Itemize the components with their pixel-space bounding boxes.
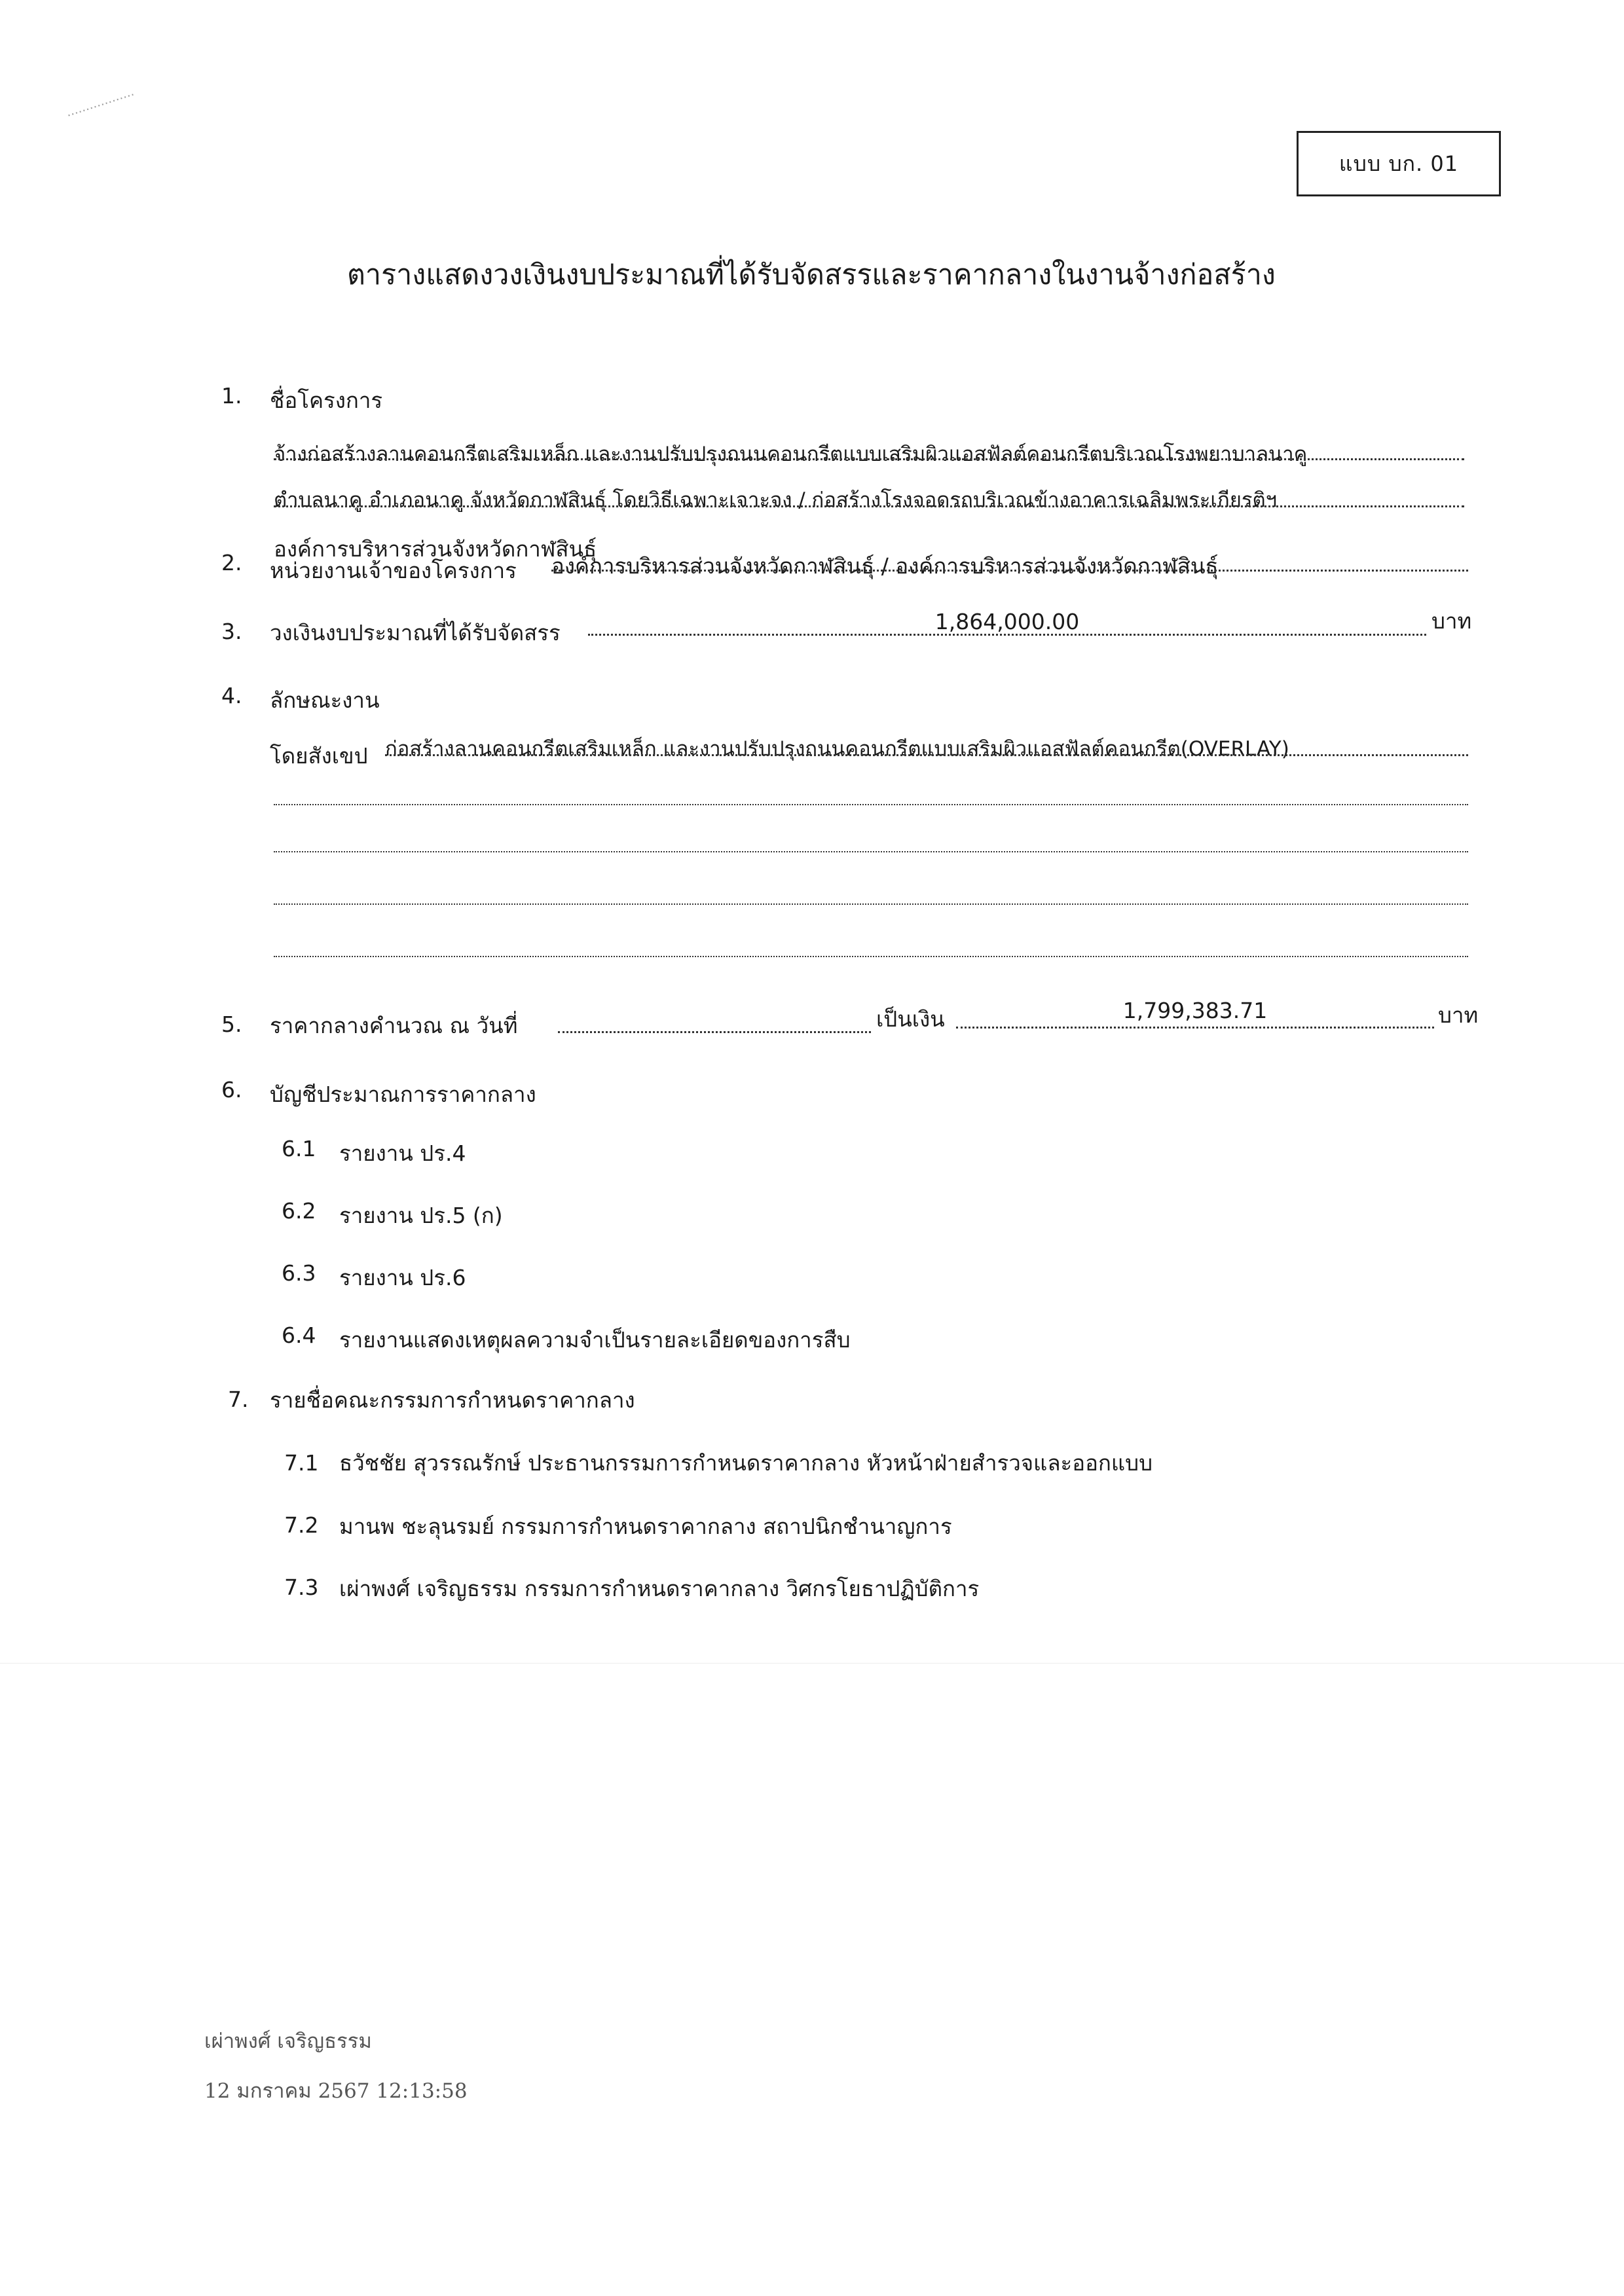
project-owner-value: องค์การบริหารส่วนจังหวัดกาฬสินธุ์ / องค์การบริหารส่วนจังหวัดกาฬสินธุ์: [551, 553, 1219, 579]
section-6-4-number: 6.4: [282, 1322, 316, 1348]
section-3-label: วงเงินงบประมาณที่ได้รับจัดสรร: [270, 620, 561, 646]
median-price-amount-label: เป็นเงิน: [876, 1006, 945, 1032]
committee-member-3-number: 7.3: [284, 1575, 319, 1600]
work-summary-blank-line-4: [274, 956, 1468, 957]
section-6-3-number: 6.3: [282, 1260, 316, 1286]
section-1-label: ชื่อโครงการ: [270, 388, 383, 413]
median-price-date-dots: [558, 1031, 871, 1033]
section-2-number: 2.: [221, 550, 242, 575]
scan-artifact: ⋯⋯⋯⋯⋯⋯: [65, 87, 137, 123]
footer-signer-name: เผ่าพงศ์ เจริญธรรม: [204, 2030, 372, 2053]
committee-member-1-number: 7.1: [284, 1450, 319, 1476]
committee-member-2-text: มานพ ชะลุนรมย์ กรรมการกำหนดราคากลาง สถาปนิกชำนาญการ: [339, 1514, 952, 1539]
median-price-amount-dots: [956, 1027, 1434, 1029]
section-1-number: 1.: [221, 383, 242, 409]
work-summary-value: ก่อสร้างลานคอนกรีตเสริมเหล็ก และงานปรับปรุงถนนคอนกรีตแบบเสริมผิวแอสฟัลต์คอนกรีต(OVERLAY): [385, 737, 1289, 761]
work-summary-label: โดยสังเขป: [270, 743, 368, 769]
project-name-line-1-dots: [274, 458, 1464, 460]
allocated-budget-value: 1,864,000.00: [934, 609, 1080, 634]
section-6-4-text: รายงานแสดงเหตุผลความจำเป็นรายละเอียดของการสืบ: [339, 1327, 851, 1353]
section-5-number: 5.: [221, 1011, 242, 1037]
allocated-budget-unit: บาท: [1431, 608, 1472, 634]
form-code-box: [1297, 131, 1501, 196]
committee-member-3-text: เผ่าพงศ์ เจริญธรรม กรรมการกำหนดราคากลาง วิศกรโยธาปฏิบัติการ: [339, 1576, 980, 1601]
work-summary-blank-line-2: [274, 851, 1468, 852]
work-summary-blank-line-1: [274, 804, 1468, 805]
section-4-number: 4.: [221, 683, 242, 708]
median-price-amount: 1,799,383.71: [1122, 998, 1268, 1023]
allocated-budget-dots: [588, 634, 1426, 636]
section-7-label: รายชื่อคณะกรรมการกำหนดราคากลาง: [270, 1387, 635, 1413]
form-code: แบบ บก. 01: [1338, 151, 1459, 176]
section-3-number: 3.: [221, 619, 242, 644]
section-6-label: บัญชีประมาณการราคากลาง: [270, 1082, 536, 1107]
section-6-1-number: 6.1: [282, 1136, 316, 1161]
section-6-number: 6.: [221, 1077, 242, 1102]
project-name-line-2-dots: [274, 505, 1464, 507]
section-6-2-text: รายงาน ปร.5 (ก): [339, 1203, 503, 1228]
project-name-line-1: จ้างก่อสร้างลานคอนกรีตเสริมเหล็ก และงานปรับปรุงถนนคอนกรีตแบบเสริมผิวแอสฟัลต์คอนกรีตบริเวณโรงพยาบาลนาคู: [274, 443, 1308, 466]
footer-timestamp: 12 มกราคม 2567 12:13:58: [204, 2079, 468, 2103]
section-6-2-number: 6.2: [282, 1198, 316, 1224]
section-7-number: 7.: [228, 1387, 249, 1412]
section-2-label: หน่วยงานเจ้าของโครงการ: [270, 558, 517, 583]
work-summary-dots: [385, 754, 1468, 756]
project-name-line-2: ตำบลนาคู อำเภอนาคู จังหวัดกาฬสินธุ์ โดยวิธีเฉพาะเจาะจง / ก่อสร้างโรงจอดรถบริเวณข้างอาคารเฉลิมพระเกียรติฯ: [274, 488, 1278, 512]
project-name-line-3: องค์การบริหารส่วนจังหวัดกาฬสินธุ์: [274, 536, 597, 562]
committee-member-2-number: 7.2: [284, 1512, 319, 1538]
document-title: ตารางแสดงวงเงินงบประมาณที่ได้รับจัดสรรและราคากลางในงานจ้างก่อสร้าง: [347, 259, 1276, 291]
section-5-label: ราคากลางคำนวณ ณ วันที่: [270, 1013, 518, 1038]
section-4-label: ลักษณะงาน: [270, 687, 380, 713]
committee-member-1-text: ธวัชชัย สุวรรณรักษ์ ประธานกรรมการกำหนดราคากลาง หัวหน้าฝ่ายสำรวจและออกแบบ: [339, 1450, 1153, 1476]
scan-fold-line: [0, 1663, 1624, 1664]
project-owner-dots: [551, 570, 1468, 572]
work-summary-blank-line-3: [274, 903, 1468, 905]
median-price-unit: บาท: [1438, 1002, 1479, 1028]
section-6-1-text: รายงาน ปร.4: [339, 1140, 466, 1166]
section-6-3-text: รายงาน ปร.6: [339, 1265, 466, 1290]
